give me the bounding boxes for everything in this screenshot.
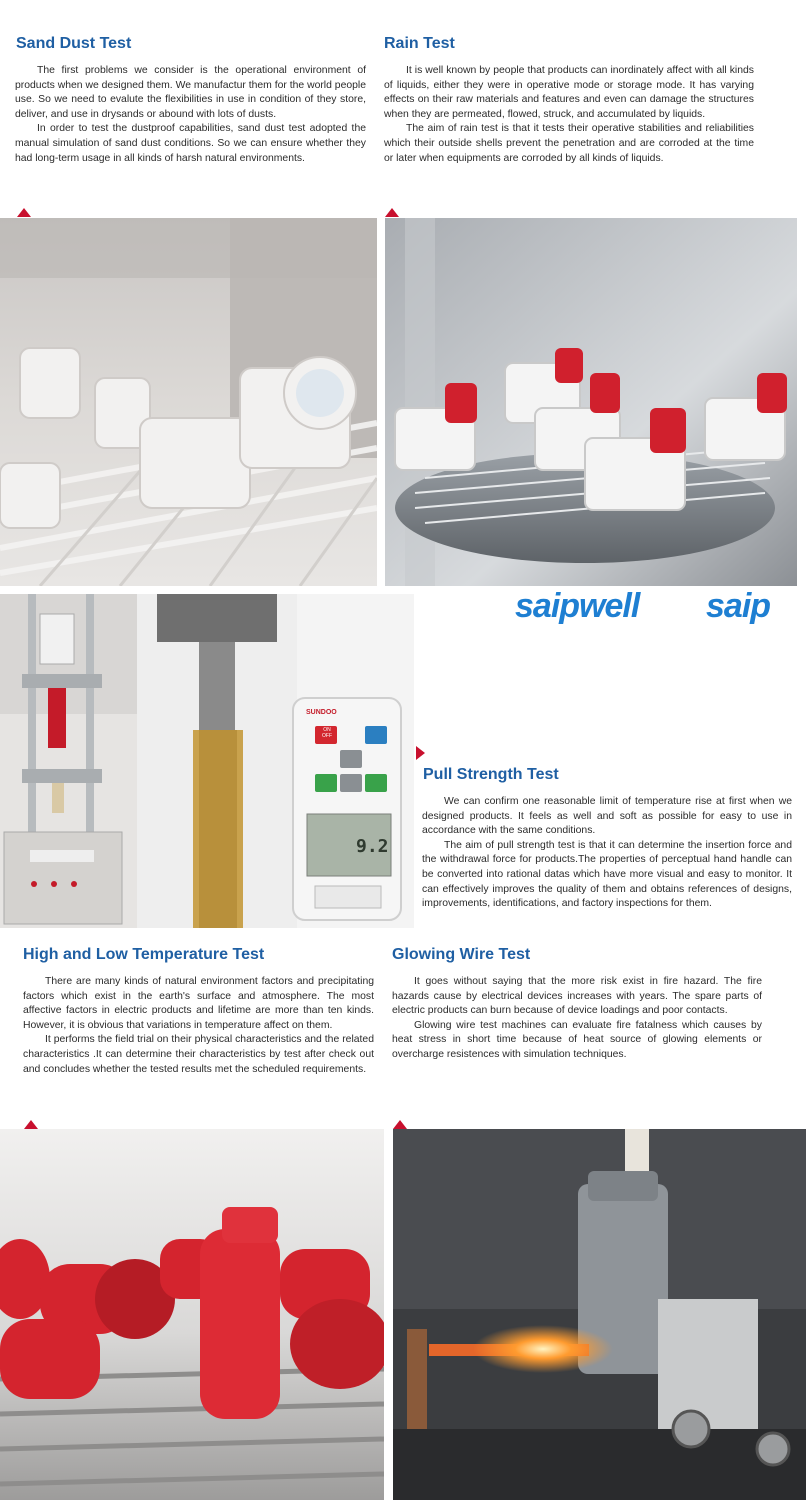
rain-paragraph-1: It is well known by people that products can inordinately affect with all kinds of liquids, either they were in operative mode or storage mode. It has varying effects on their raw materials and features and even can damage the structures when they are permeated, flowed, struck, and accumulated by liquids. bbox=[384, 65, 754, 120]
sand-dust-paragraph-1: The first problems we consider is the operational environment of products when we designed them. We manufactur them for the world people use. So we need to evalute the flexibilities in use in condition of they store, deliver, and use in drysands or abound with lots of dusts. bbox=[15, 65, 366, 120]
rain-text bbox=[384, 64, 754, 166]
glowing-wire-paragraph-2: Glowing wire test machines can evaluate fire fatalness which causes by heat stress in short time because of heat source of glowing elements or overcharge resistences with simulation techniques. bbox=[392, 1019, 762, 1060]
sand-dust-paragraph-2: In order to test the dustproof capabilities, sand dust test adopted the manual simulation of sand dust conditions. So we can ensure whether they had long-term usage in all kinds of harsh natural environments. bbox=[15, 123, 366, 164]
sand-dust-title: Sand Dust Test bbox=[16, 35, 132, 52]
temperature-photo bbox=[0, 1129, 384, 1500]
device-display-reading: 9.2 bbox=[356, 836, 389, 857]
rain-title: Rain Test bbox=[384, 35, 455, 52]
pull-strength-title: Pull Strength Test bbox=[423, 766, 559, 783]
device-brand-label: SUNDOO bbox=[306, 709, 337, 716]
section-marker-icon bbox=[24, 1120, 38, 1129]
rain-paragraph-2: The aim of rain test is that it tests their operative stabilities and reliabilities which their outside shells prevent the penetration and are corroded at the time or later when equipments are corroded by all kinds of liquids. bbox=[384, 123, 754, 164]
sand-dust-photo bbox=[0, 218, 377, 586]
rain-photo bbox=[385, 218, 797, 586]
saipwell-logo: saipwell bbox=[515, 587, 640, 625]
temperature-title: High and Low Temperature Test bbox=[23, 946, 265, 963]
pull-strength-text bbox=[422, 795, 792, 912]
pull-test-gauge-photo bbox=[137, 594, 414, 928]
section-marker-icon bbox=[393, 1120, 407, 1129]
temperature-text bbox=[23, 975, 374, 1077]
pull-test-machine-photo bbox=[0, 594, 137, 928]
sand-dust-text bbox=[15, 64, 366, 166]
pull-strength-paragraph-2: The aim of pull strength test is that it can determine the insertion force and the withdrawal force for products.The properties of perceptual hand handle can be converted into rational datas which have more visual and easy to monitor. It can effectively improves the quality of them and obtains references of designs, improvements, identifications, and factory inspections for them. bbox=[422, 839, 792, 910]
glowing-wire-title: Glowing Wire Test bbox=[392, 946, 531, 963]
section-marker-icon bbox=[416, 746, 425, 760]
saip-logo: saip bbox=[706, 587, 771, 625]
glowing-wire-photo bbox=[393, 1129, 806, 1500]
section-marker-icon bbox=[17, 208, 31, 217]
pull-strength-paragraph-1: We can confirm one reasonable limit of temperature rise at first when we designed products. It feels as well and soft as possible for easy to use in accordance with the same conditions. bbox=[422, 796, 792, 837]
glowing-wire-text bbox=[392, 975, 762, 1063]
temperature-paragraph-2: It performs the field trial on their physical characteristics and the related characteristics .It can determine their characteristics by test after check out and concludes whether the tested results met the scheduled requirements. bbox=[23, 1034, 374, 1075]
glowing-wire-paragraph-1: It goes without saying that the more risk exist in fire hazard. The fire hazards cause by electrical devices increases with years. The spare parts of electric products can burn because of device loadings and poor contacts. bbox=[392, 976, 762, 1017]
temperature-paragraph-1: There are many kinds of natural environment factors and precipitating factors which exist in the earth's surface and atmosphere. The most affective factors in electric products and lifetime are more than ten kinds. However, it is obvious that variations in temperature affect on them. bbox=[23, 976, 374, 1031]
device-on-off-label: ON OFF bbox=[322, 727, 332, 739]
section-marker-icon bbox=[385, 208, 399, 217]
